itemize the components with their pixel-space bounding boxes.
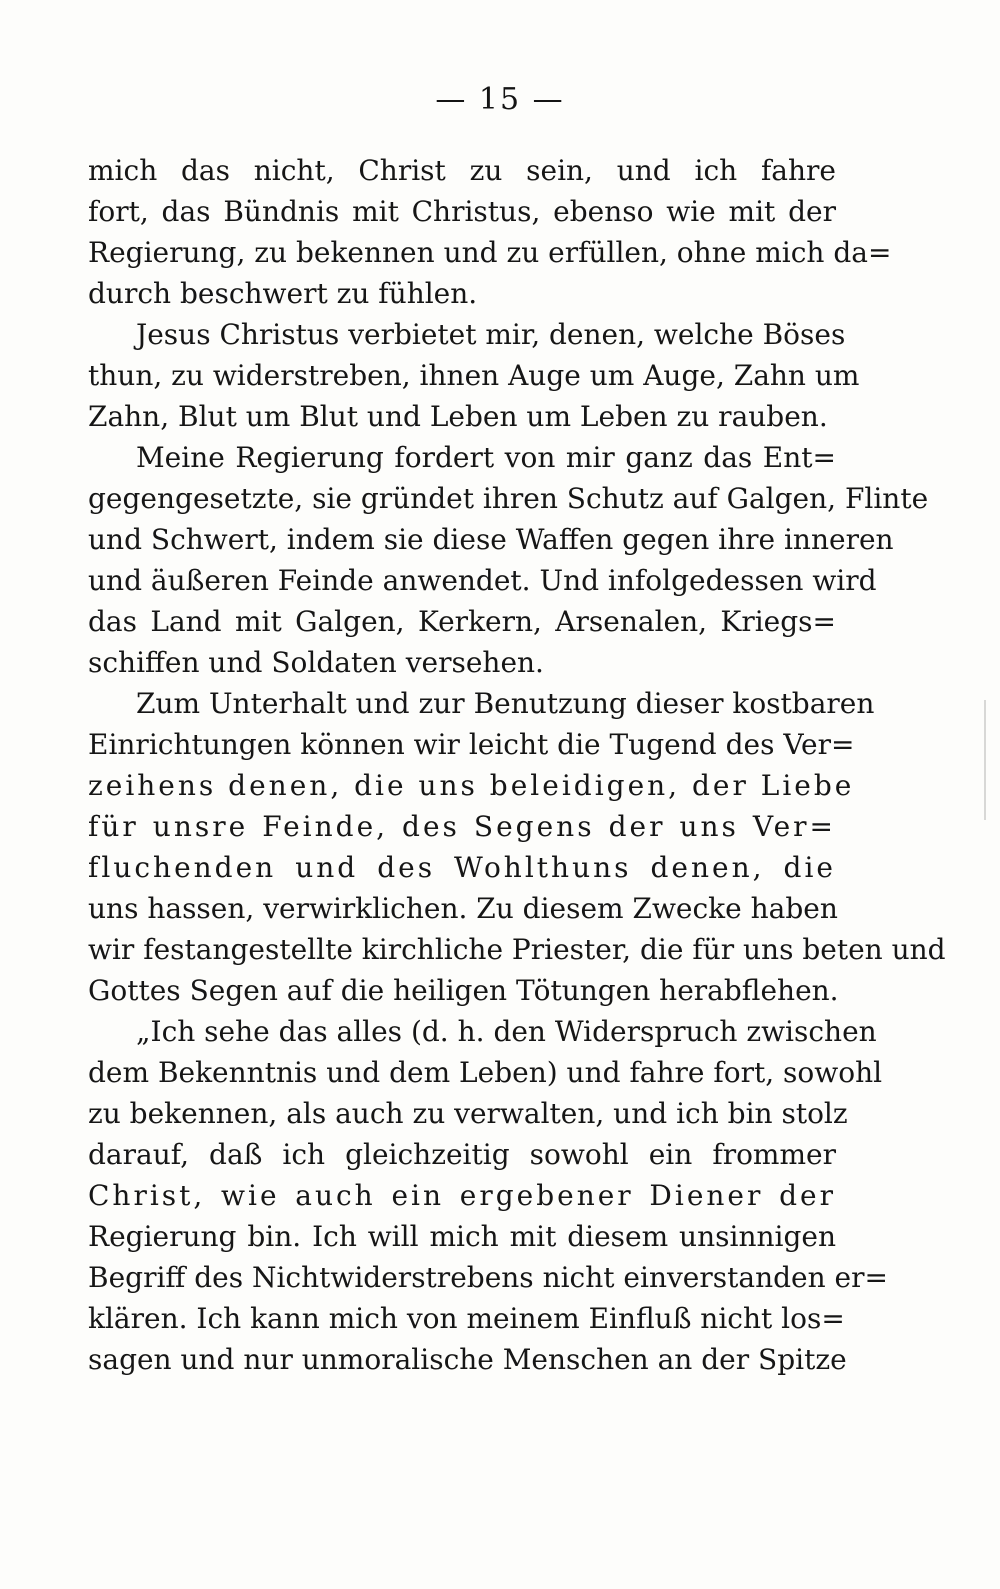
text-line: Meine Regierung fordert von mir ganz das Ent=: [136, 441, 836, 474]
text-line: Christ, wie auch ein ergebener Diener der: [88, 1179, 836, 1212]
text-line: das Land mit Galgen, Kerkern, Arsenalen, Kriegs=: [88, 605, 836, 638]
text-line: und äußeren Feinde anwendet. Und infolgedessen wird: [88, 564, 877, 597]
text-line: Regierung, zu bekennen und zu erfüllen, ohne mich da=: [88, 236, 892, 269]
text-line: Zum Unterhalt und zur Benutzung dieser kostbaren: [136, 687, 875, 720]
text-line: schiffen und Soldaten versehen.: [88, 646, 544, 679]
text-line: dem Bekenntnis und dem Leben) und fahre fort, sowohl: [88, 1056, 883, 1089]
text-line: thun, zu widerstreben, ihnen Auge um Auge, Zahn um: [88, 359, 860, 392]
page-edge-mark: [984, 700, 986, 820]
text-line: und Schwert, indem sie diese Waffen gegen ihre inneren: [88, 523, 894, 556]
text-line: für unsre Feinde, des Segens der uns Ver=: [88, 810, 836, 843]
page-number: — 15 —: [435, 82, 565, 117]
text-line: klären. Ich kann mich von meinem Einfluß nicht los=: [88, 1302, 845, 1335]
text-line: Begriff des Nichtwiderstrebens nicht einverstanden er=: [88, 1261, 888, 1294]
body-text: [88, 150, 946, 1380]
text-line: Jesus Christus verbietet mir, denen, welche Böses: [136, 318, 846, 351]
text-line: sagen und nur unmoralische Menschen an der Spitze: [88, 1343, 847, 1376]
text-line: „Ich sehe das alles (d. h. den Widerspruch zwischen: [136, 1015, 877, 1048]
text-line: zu bekennen, als auch zu verwalten, und ich bin stolz: [88, 1097, 848, 1130]
text-line: Einrichtungen können wir leicht die Tugend des Ver=: [88, 728, 855, 761]
text-line: darauf, daß ich gleichzeitig sowohl ein frommer: [88, 1138, 836, 1171]
text-line: fort, das Bündnis mit Christus, ebenso wie mit der: [88, 195, 836, 228]
text-line: Zahn, Blut um Blut und Leben um Leben zu rauben.: [88, 400, 828, 433]
text-line: Regierung bin. Ich will mich mit diesem unsinnigen: [88, 1220, 836, 1253]
text-line: wir festangestellte kirchliche Priester, die für uns beten und: [88, 933, 946, 966]
text-line: zeihens denen, die uns beleidigen, der Liebe: [88, 769, 855, 802]
text-line: durch beschwert zu fühlen.: [88, 277, 478, 310]
text-line: Gottes Segen auf die heiligen Tötungen herabflehen.: [88, 974, 839, 1007]
text-line: fluchenden und des Wohlthuns denen, die: [88, 851, 836, 884]
text-line: mich das nicht, Christ zu sein, und ich fahre: [88, 154, 836, 187]
text-line: uns hassen, verwirklichen. Zu diesem Zwecke haben: [88, 892, 838, 925]
text-line: gegengesetzte, sie gründet ihren Schutz auf Galgen, Flinte: [88, 482, 929, 515]
